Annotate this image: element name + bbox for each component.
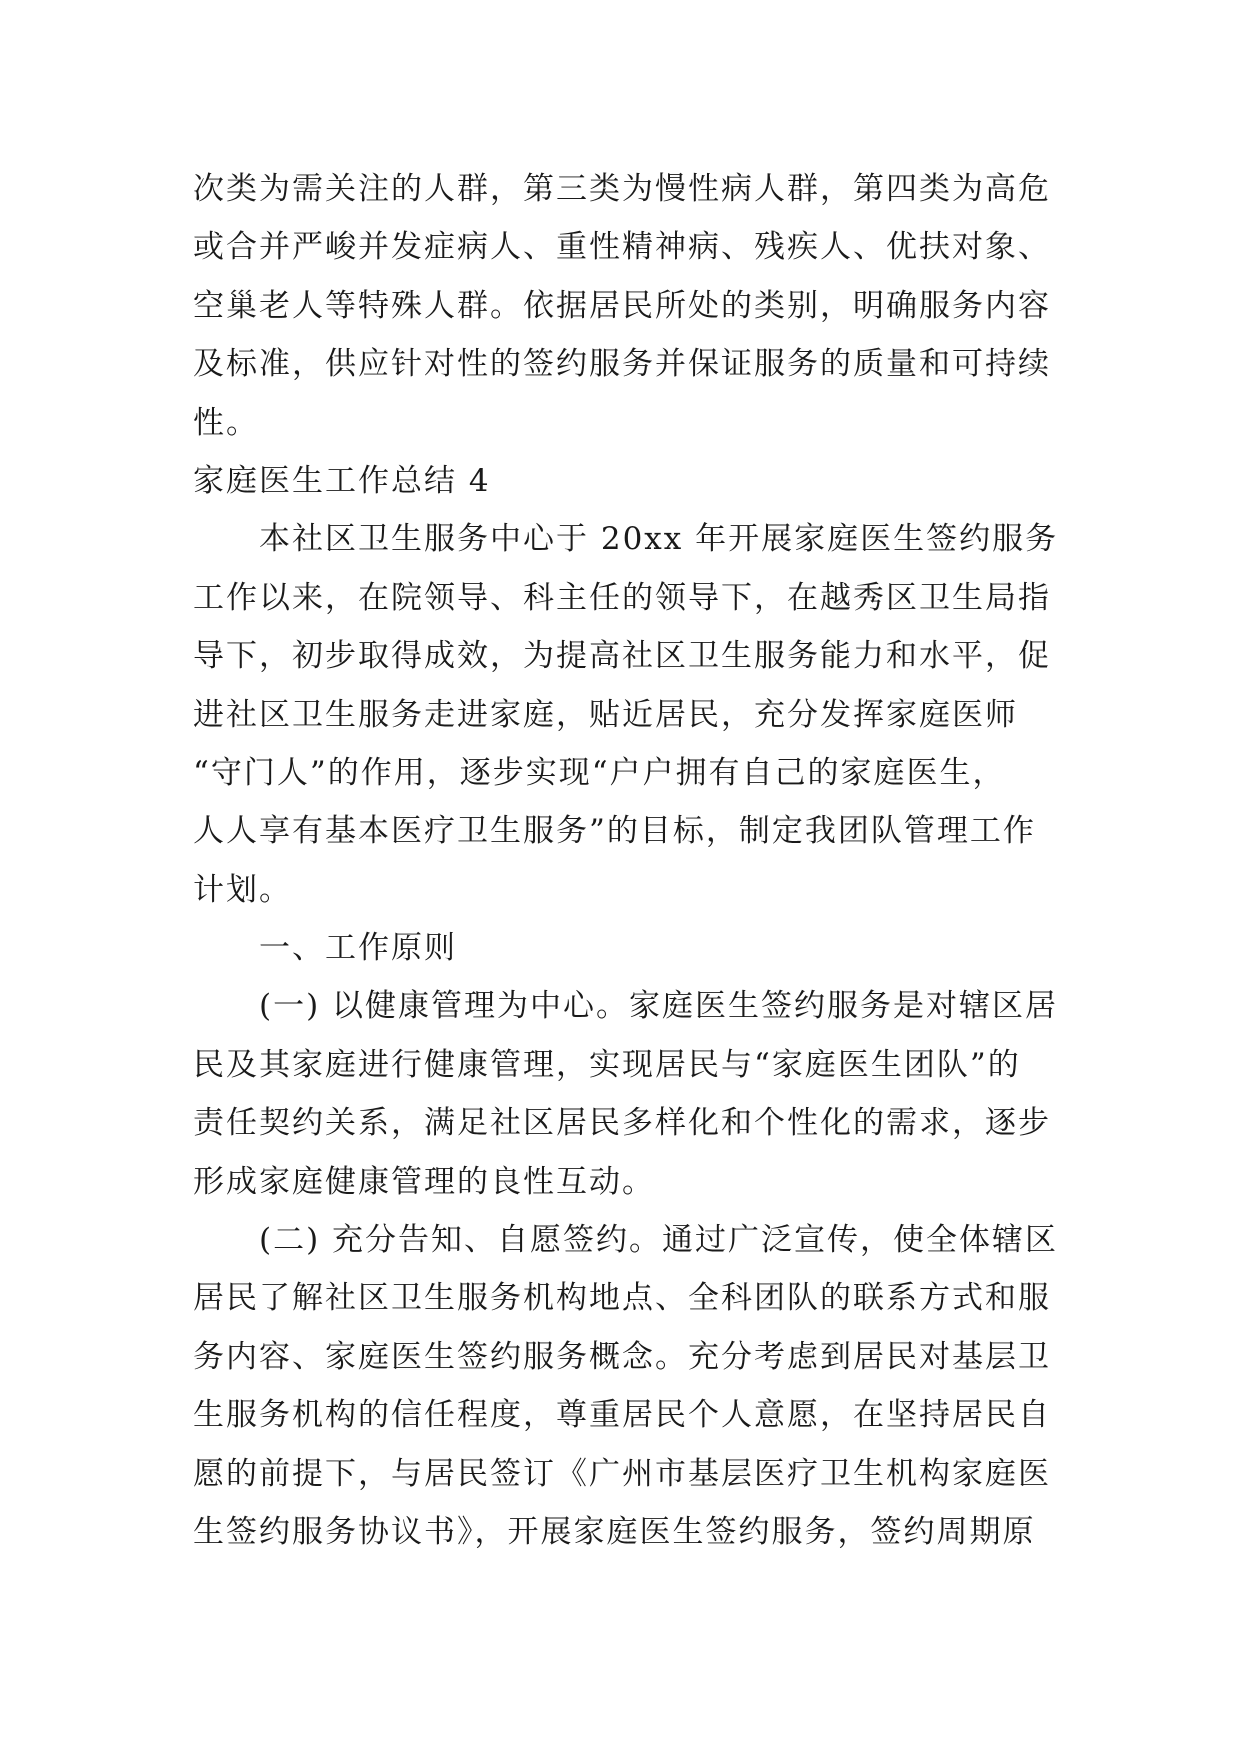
text-line: 或合并严峻并发症病人、重性精神病、残疾人、优扶对象、 xyxy=(193,229,1051,266)
text-line: 及标准，供应针对性的签约服务并保证服务的质量和可持续 xyxy=(193,346,1051,383)
text-line: 人人享有基本医疗卫生服务”的目标，制定我团队管理工作 xyxy=(193,813,1036,850)
paragraph-first-line: (一) 以健康管理为中心。家庭医生签约服务是对辖区居 xyxy=(259,988,1059,1025)
subsection-heading: 一、工作原则 xyxy=(259,930,457,967)
text-line: 工作以来，在院领导、科主任的领导下，在越秀区卫生局指 xyxy=(193,579,1051,616)
text-line: 务内容、家庭医生签约服务概念。充分考虑到居民对基层卫 xyxy=(193,1338,1051,1375)
text-line: 愿的前提下，与居民签订《广州市基层医疗卫生机构家庭医 xyxy=(193,1455,1051,1492)
paragraph-first-line: 本社区卫生服务中心于 20xx 年开展家庭医生签约服务 xyxy=(259,521,1059,558)
text-line: 民及其家庭进行健康管理，实现居民与“家庭医生团队”的 xyxy=(193,1046,1021,1083)
section-heading: 家庭医生工作总结 4 xyxy=(193,462,491,499)
text-line: 生签约服务协议书》，开展家庭医生签约服务，签约周期原 xyxy=(193,1513,1036,1550)
text-line: “守门人”的作用，逐步实现“户户拥有自己的家庭医生， xyxy=(193,754,1006,791)
text-line: 生服务机构的信任程度，尊重居民个人意愿，在坚持居民自 xyxy=(193,1397,1051,1434)
text-line: 性。 xyxy=(193,404,259,441)
text-line: 空巢老人等特殊人群。依据居民所处的类别，明确服务内容 xyxy=(193,287,1051,324)
text-line: 计划。 xyxy=(193,871,292,908)
text-line: 进社区卫生服务走进家庭，贴近居民，充分发挥家庭医师 xyxy=(193,696,1018,733)
text-line: 责任契约关系，满足社区居民多样化和个性化的需求，逐步 xyxy=(193,1105,1051,1142)
paragraph-first-line: (二) 充分告知、自愿签约。通过广泛宣传，使全体辖区 xyxy=(259,1222,1059,1259)
document-body xyxy=(193,160,1059,1561)
text-line: 导下，初步取得成效，为提高社区卫生服务能力和水平，促 xyxy=(193,638,1051,675)
text-line: 居民了解社区卫生服务机构地点、全科团队的联系方式和服 xyxy=(193,1280,1051,1317)
text-line: 次类为需关注的人群，第三类为慢性病人群，第四类为高危 xyxy=(193,171,1051,207)
text-line: 形成家庭健康管理的良性互动。 xyxy=(193,1163,655,1200)
